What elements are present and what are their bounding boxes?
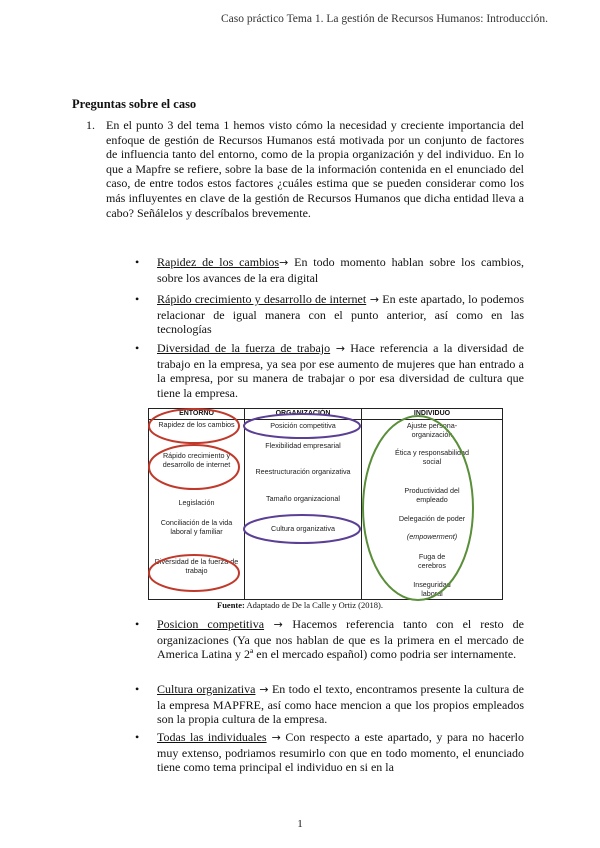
table-cell: Reestructuración organizativa [255,467,351,476]
bullet-icon: • [135,730,140,744]
table-cell: Inseguridad laboral [413,580,451,598]
question-number: 1. [86,118,95,132]
bullet-term: Posicion competitiva [157,617,265,631]
individuo-header: INDIVIDUO [362,409,502,420]
individuo-column [362,409,502,599]
table-cell: Legislación [178,498,215,507]
bullet-term: Todas las individuales [157,730,267,744]
table-cell: Diversidad de la fuerza de trabajo [154,557,239,575]
bullet-text: En todo momento hablan sobre los cambios, sobre los avances de la era digital [157,255,524,285]
bullet-icon: • [135,292,140,306]
bullet-icon: • [135,682,140,696]
section-title: Preguntas sobre el caso [72,97,197,111]
bullet-text: En este apartado, lo podemos relacionar de igual manera con el punto anterior, así como en las tecnologías [157,292,524,337]
bullet-text: En todo el texto, encontramos presente la cultura de la empresa MAPFRE, así como hace mencion a que los propios empleados son la propia cultura de la empresa. [157,682,524,727]
list-item [135,730,524,775]
bullet-text: Hacemos referencia tanto con el resto de organizaciones (Ya que nos hablan de que es la primera en el mercado de America Latina y 2ª en el mercado español) como podria ser internamente. [157,617,525,662]
table-cell: Rapidez de los cambios [158,420,235,429]
entorno-header: ENTORNO [149,409,244,420]
table-cell: Posición competitiva [270,421,336,430]
caption-label: Fuente: [217,600,245,610]
table-cell: Flexibilidad empresarial [265,441,341,450]
table-cell: (empowerment) [406,532,458,541]
table-cell: Fuga de cerebros [418,552,446,570]
list-item [135,255,524,285]
arrow-right-icon: → [255,683,269,696]
table-cell: Delegación de poder [398,514,466,523]
table-cell: Rápido crecimiento y desarrollo de internet [162,451,231,469]
arrow-right-icon: → [264,618,293,631]
bullet-term: Diversidad de la fuerza de trabajo [157,341,331,355]
organizacion-column [245,409,362,599]
arrow-right-icon: → [330,342,346,355]
arrow-right-icon: → [366,293,380,306]
bullet-icon: • [135,255,140,269]
table-cell: Ajuste persona-organización [406,421,458,439]
bullet-term: Rápido crecimiento y desarrollo de internet [157,292,367,306]
organizacion-header: ORGANIZACIÓN [245,409,361,420]
table-cell: Cultura organizativa [271,524,335,533]
bullet-term: Rapidez de los cambios [157,255,280,269]
page-number: 1 [297,818,303,830]
arrow-right-icon: → [266,731,281,744]
caption-text: Adaptado de De la Calle y Ortiz (2018). [244,600,383,610]
table-cell: Ética y responsabilidad social [395,448,469,466]
bullet-text: Hace referencia a la diversidad de trabajo en la empresa, ya sea por ese aumento de mujeres que han entrado a la empresa, por su manera de trabajar o por esa diversidad de cultura que tiene la empresa. [157,341,524,400]
list-item [135,617,525,662]
question-text: En el punto 3 del tema 1 hemos visto cómo la necesidad y creciente importancia del enfoque de gestión de Recursos Humanos está motivada por un conjunto de factores de influencia tanto del entorno, como de la propia organización y del individuo. En lo que a Mapfre se refiere, sobre la base de la información contenida en el enunciado del caso, de entre todos estos factores ¿cuáles estima que se pueden considerar como los más influyentes en clave de la gestión de Recursos Humanos que dicha entidad lleva a cabo? Señálelos y descríbalos brevemente. [106,118,524,220]
bullet-icon: • [135,617,140,631]
arrow-right-icon: → [279,256,289,269]
table-cell: Tamaño organizacional [266,494,340,503]
bullet-text: Con respecto a este apartado, y para no hacerlo muy extenso, podriamos resumirlo con que en todo momento, el enunciado tiene como tema principal el individuo en si en la [157,730,524,775]
factors-table [148,408,503,600]
list-item [135,292,524,337]
entorno-column [149,409,245,599]
list-item [135,682,524,727]
table-cell: Productividad del empleado [404,486,460,504]
table-cell: Conciliación de la vida laboral y familiar [160,518,233,536]
bullet-term: Cultura organizativa [157,682,256,696]
list-item [135,341,524,400]
document-header: Caso práctico Tema 1. La gestión de Recursos Humanos: Introducción. [221,13,548,25]
bullet-icon: • [135,341,140,355]
figure-caption [0,600,600,610]
